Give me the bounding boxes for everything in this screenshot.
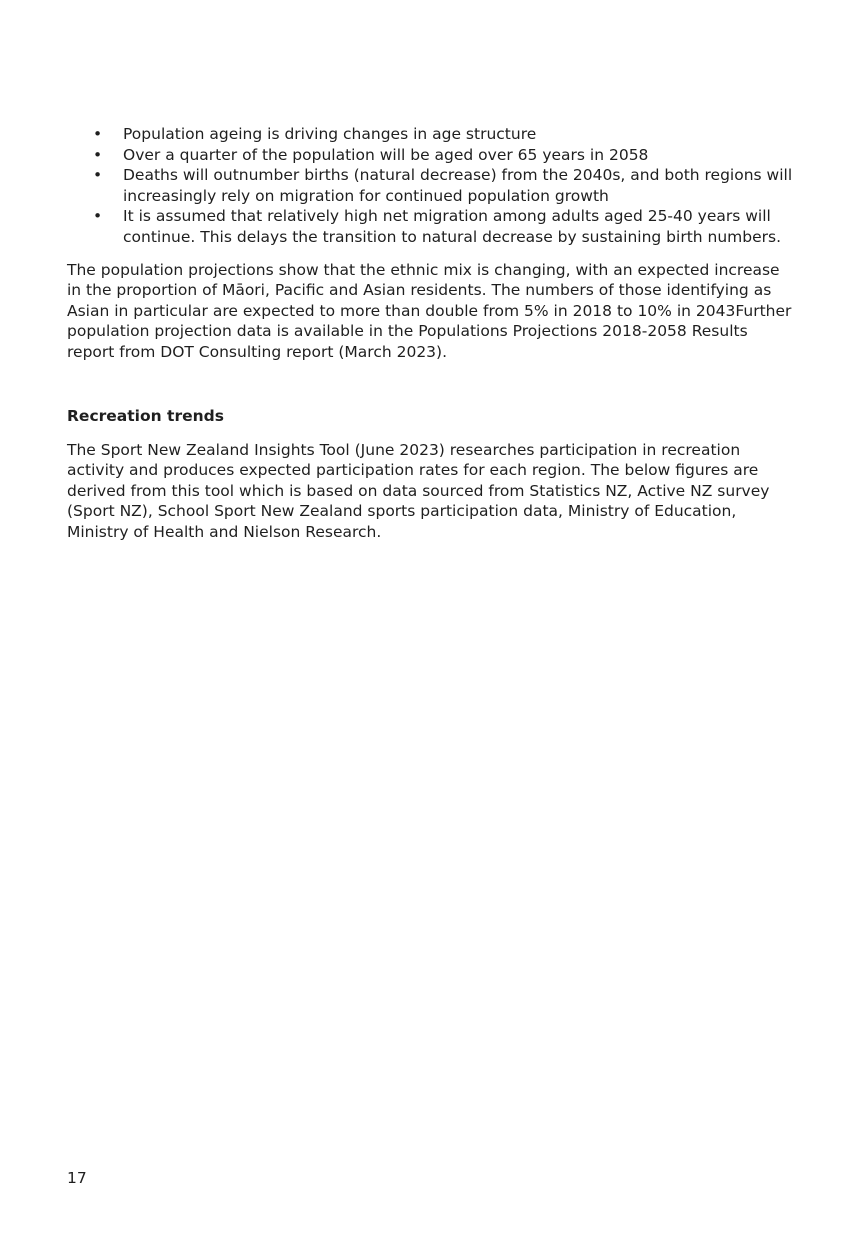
bullet-symbol: •	[93, 207, 103, 225]
bullet-text: Over a quarter of the population will be aged over 65 years in 2058	[123, 145, 649, 164]
bullet-text: It is assumed that relatively high net migration among adults aged 25-40 years will continue. This delays the transition to natural decrease by sustaining birth numbers.	[123, 207, 782, 246]
bullet-item	[87, 165, 797, 206]
bullet-symbol: •	[93, 145, 103, 164]
recreation-trends-heading: Recreation trends	[67, 407, 224, 425]
bullet-symbol: •	[93, 166, 103, 184]
bullet-text: Deaths will outnumber births (natural decrease) from the 2040s, and both regions will increasingly rely on migration for continued population growth	[123, 166, 793, 205]
population-bullet-list	[87, 124, 797, 247]
bullet-text: Population ageing is driving changes in age structure	[123, 125, 537, 143]
bullet-item	[87, 145, 797, 166]
population-projections-paragraph: The population projections show that the ethnic mix is changing, with an expected increase in the proportion of Māori, Pacific and Asian residents. The numbers of those identifying as Asian in particular are expected to more than double from 5% in 2018 to 10% in 2043Further population projection data is available in the Populations Projections 2018-2058 Results report from DOT Consulting report (March 2023).	[67, 261, 792, 361]
bullet-symbol: •	[93, 125, 103, 143]
page-number: 17	[67, 1169, 87, 1187]
bullet-item	[87, 206, 797, 247]
bullet-item	[87, 124, 797, 145]
recreation-trends-paragraph: The Sport New Zealand Insights Tool (June 2023) researches participation in recreation activity and produces expected participation rates for each region. The below figures are derived from this tool which is based on data sourced from Statistics NZ, Active NZ survey (Sport NZ), School Sport New Zealand sports participation data, Ministry of Education, Ministry of Health and Nielson Research.	[67, 441, 770, 541]
